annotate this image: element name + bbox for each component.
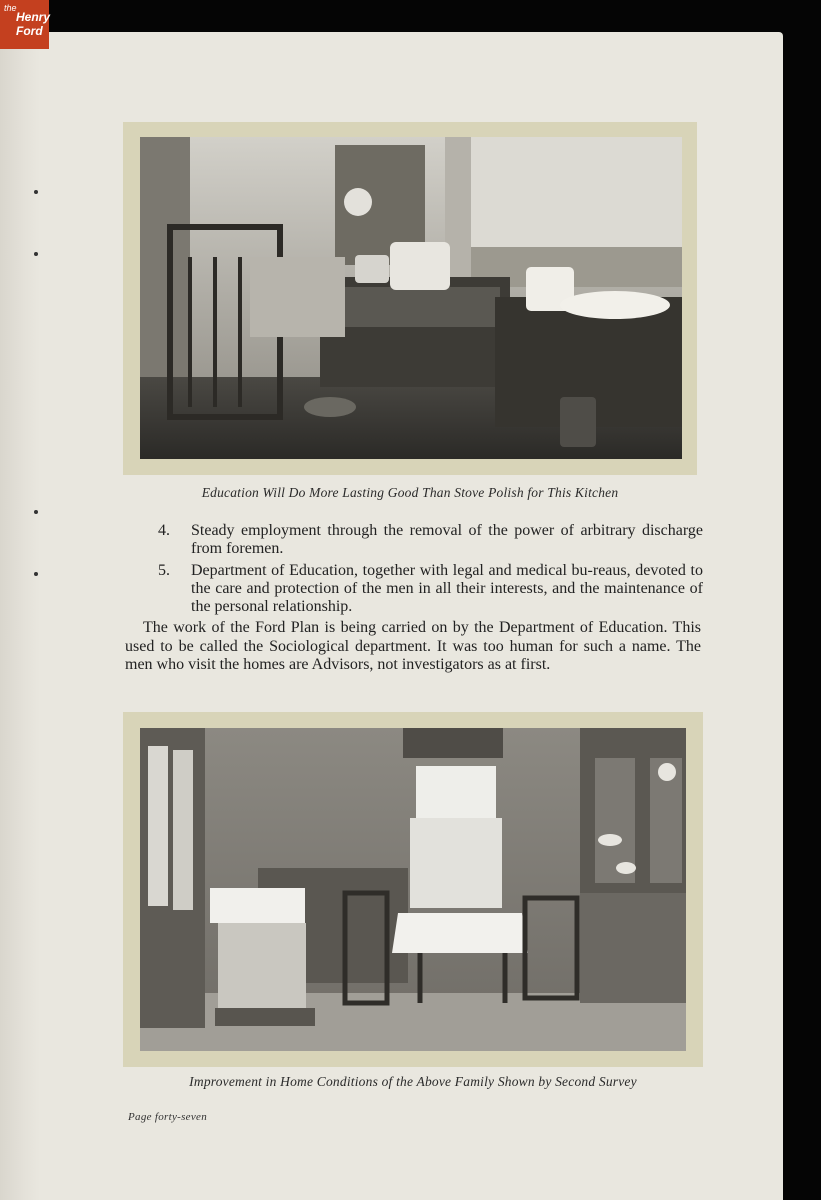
photo-caption-bottom: Improvement in Home Conditions of the Above Family Shown by Second Survey <box>189 1074 637 1089</box>
kitchen-photo-illustration <box>140 137 682 459</box>
home-photo-after <box>140 728 686 1051</box>
page-gutter <box>0 32 40 1200</box>
home-photo-illustration <box>140 728 686 1051</box>
binding-hole <box>34 252 38 256</box>
binding-hole <box>34 572 38 576</box>
list-item-number: 5. <box>158 562 170 579</box>
henry-ford-logo: the Henry Ford <box>0 0 49 49</box>
list-item-text: Department of Education, together with legal and medical bu-reaus, devoted to the care and protection of the men in all their interests, and the maintenance of the personal relationship. <box>191 562 703 615</box>
page-number: Page forty-seven <box>128 1111 208 1123</box>
list-item-number: 4. <box>158 522 170 539</box>
kitchen-photo-before <box>140 137 682 459</box>
binding-hole <box>34 190 38 194</box>
photo-caption-top: Education Will Do More Lasting Good Than Stove Polish for This Kitchen <box>201 485 619 500</box>
list-item-text: Steady employment through the removal of the power of arbitrary discharge from foremen. <box>191 522 703 557</box>
body-paragraph: The work of the Ford Plan is being carried on by the Department of Education. This used to be called the Sociological department. It was too human for such a name. The men who visit the homes are Advisors, not investigators as at first. <box>125 619 701 673</box>
binding-hole <box>34 510 38 514</box>
